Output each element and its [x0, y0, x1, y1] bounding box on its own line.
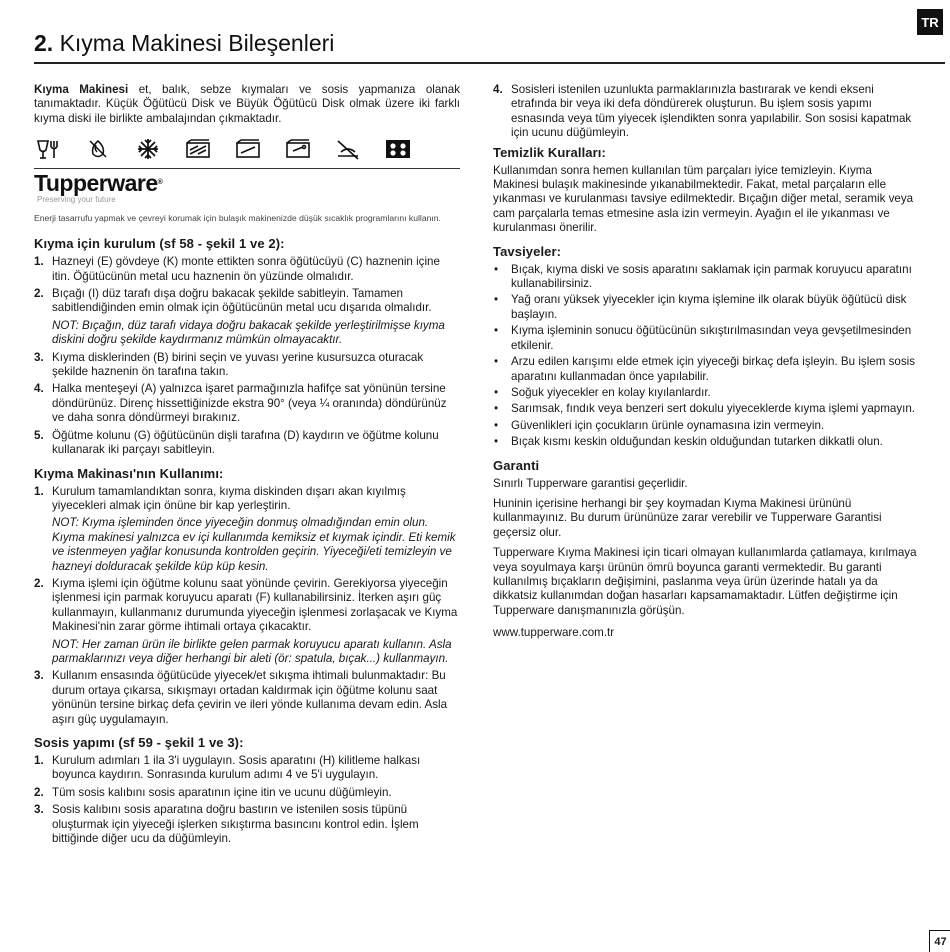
warranty-p2: Huninin içerisine herhangi bir şey koymadan Kıyma Makinesi ürününü kullanmayınız. Bu durum ürününüze zarar verebilir ve Tupperware Garantisi geçersiz olur. [493, 496, 882, 539]
intro-text: et, balık, sebze kıymaları ve sosis yapmanıza olanak tanımaktadır. Küçük Öğütücü Disk ve Büyük Öğütücü Disk olmak üzere iki farklı kıyma diski ile birlikte ambalajından çıkmaktadır. [34, 83, 460, 125]
medium-disk-icon [234, 136, 262, 162]
step-text: Halka menteşeyi (A) yalnızca işaret parmağınızla hafifçe sat yönünün tersine döndürünüz. Direnç hissettiğinizde ekstra 90° (veya ¼ oranında) döndürünüz ve daha sonra döndürmeyi bırakınız. [52, 382, 447, 425]
sausage-steps [34, 754, 460, 846]
list-item [34, 786, 460, 800]
page-number: 47 [929, 930, 950, 952]
setup-steps [34, 255, 460, 457]
freezer-safe-icon [134, 136, 162, 162]
step-number: 3. [34, 669, 44, 683]
step-number: 1. [34, 754, 44, 767]
cleaning-text: Kullanımdan sonra hemen kullanılan tüm parçaları iyice temizleyin. Kıyma Makinesi bulaşık makinesinde yıkanabilmektedir. Fakat, metal parçaların elle yıkanması ve kurulanması tavsiye edilmektedir. Bıçağın diğer metal, seramik veya cam parçalarla temas etmesine asla izin vermeyin. Ayağın el ile yıkanması ve kurulanması önerilir. [493, 163, 914, 235]
intro-paragraph [34, 83, 460, 126]
step-text: Sosis kalıbını sosis aparatına doğru bastırın ve istenilen sosis tüpünü oluşturmak için yiyeceği işlerken sıkıştırma basıncını kontrol edin. İşlem bittiğinde diğer ucu da düğümleyin. [52, 803, 419, 846]
logo-registered-mark: ® [157, 179, 163, 187]
logo-tagline: Preserving your future [37, 195, 116, 205]
sausage-heading: Sosis yapımı (sf 59 - şekil 1 ve 3): [34, 735, 244, 750]
left-column [34, 83, 460, 849]
list-item [34, 255, 460, 284]
section-number: 2. [34, 30, 54, 56]
dishwasher-safe-icon [34, 136, 62, 162]
usage-note-2: NOT: Her zaman ürün ile birlikte gelen parmak koruyucu aparatı kullanın. Asla parmaklarınızı veya diğer herhangi bir aleti (ör: spatula, bıçak...) kullanmayın. [52, 637, 452, 665]
usage-heading: Kıyma Makinası'nın Kullanımı: [34, 465, 224, 481]
cleaning-heading: Temizlik Kuralları: [493, 144, 606, 160]
list-item: • Bıçak kısmı keskin olduğundan keskin olduğundan tutarken dikkatli olun. [493, 435, 917, 449]
step-number: 2. [34, 785, 44, 799]
sausage-steps-continued [493, 83, 917, 141]
list-item [34, 754, 460, 783]
tips-heading: Tavsiyeler: [493, 243, 562, 259]
list-item: • Yağ oranı yüksek yiyecekler için kıyma işlemine ilk olarak büyük öğütücü disk başlayın. [493, 293, 917, 322]
step-number: 4. [34, 382, 44, 396]
step-number: 4. [493, 83, 503, 96]
list-item [34, 485, 460, 574]
step-number: 2. [34, 576, 44, 590]
tupperware-logo [34, 171, 460, 195]
step-text: Sosisleri istenilen uzunlukta parmaklarınızla bastırarak ve kendi ekseni etrafında bir veya iki defa döndürerek oluşturun. Bu işlem sosis yapımı esnasında veya tüm yiyecek işlendikten sonra yapılabilir. Son sosisi kapatmak için ucunu düğümleyin. [511, 83, 912, 140]
step-text: Kurulum tamamlandıktan sonra, kıyma diskinden dışarı akan kıyılmış yiyecekleri almak için önüne bir kap yerleştirin. [52, 484, 406, 512]
step-number: 5. [34, 428, 44, 442]
list-item [34, 577, 460, 666]
step-number: 2. [34, 287, 44, 301]
step-number: 3. [34, 803, 44, 817]
section-title: Kıyma Makinesi Bileşenleri [59, 30, 335, 56]
no-microwave-icon [84, 136, 112, 162]
right-column [493, 83, 917, 647]
setup-heading: Kıyma için kurulum (sf 58 - şekil 1 ve 2): [34, 236, 285, 252]
list-item [34, 351, 460, 380]
warranty-p1: Sınırlı Tupperware garantisi geçerlidir. [493, 476, 688, 490]
step-text: Kurulum adımları 1 ila 3'i uygulayın. Sosis aparatını (H) kilitleme halkası boyunca kaydırın. Sonrasında kurulum adımı 4 ve 5'i uygulayın. [52, 754, 421, 782]
intro-product-name: Kıyma Makinesi [34, 83, 129, 96]
list-item [34, 803, 460, 846]
list-item: • Soğuk yiyecekler en kolay kıyılanlardır. [493, 386, 917, 400]
warranty-p3: Tupperware Kıyma Makinesi için ticari olmayan kullanımlarda çatlamaya, kırılmaya veya soyulmaya karşı ürünün ömrü boyunca garanti vermektedir. Bu garanti kullanılmış bıçakların değişimini, paslanma veya ürün üzerinde hatalı ya da dikkatsiz kullanımdan doğan hasarları kapsamamaktadır. Lütfen değiştirme için Tupperware danışmanınızla görüşün. [493, 546, 917, 617]
list-item [34, 382, 460, 425]
step-text: Kıyma işlemi için öğütme kolunu saat yönünde çevirin. Gerekiyorsa yiyeceğin işlenmesi için parmak koruyucu aparatı (F) kullanabilirsiniz. İterken aşırı güç kullanmayın, kullanmanız durumunda yiyeceğin işlenmesi zorlaşacak ve Kıyma Makinesi'nin zarar görme ihtimali ortaya çıkacaktır. [52, 576, 458, 634]
usage-steps [34, 485, 460, 728]
warranty-heading: Garanti [493, 457, 540, 473]
setup-note: NOT: Bıçağın, düz tarafı vidaya doğru bakacak şekilde yerleştirilmişse kıyma diskini doğru şekilde kaydırmanız mümkün olmayacaktır. [52, 318, 445, 347]
list-item [34, 287, 460, 348]
eco-note: Enerji tasarrufu yapmak ve çevreyi korumak için bulaşık makinenizde düşük sıcaklık programlarını kullanın. [34, 213, 441, 224]
list-item: • Güvenlikleri için çocukların ürünle oynamasına izin vermeyin. [493, 419, 917, 433]
small-disk-icon [184, 136, 212, 162]
step-text: Kıyma disklerinden (B) birini seçin ve yuvası yerine kusursuzca oturacak şekilde haznenin ön tarafına takın. [52, 350, 424, 379]
step-text: Hazneyi (E) gövdeye (K) monte ettikten sonra öğütücüyü (C) haznenin içine itin. Öğütücünün metal ucu haznenin ön yüzünde olmalıdır. [52, 255, 440, 283]
step-number: 3. [34, 350, 44, 364]
list-item [34, 429, 460, 458]
list-item: • Bıçak, kıyma diski ve sosis aparatını saklamak için parmak koruyucu aparatını kullanabilirsiniz. [493, 263, 917, 292]
usage-note-1: NOT: Kıyma işleminden önce yiyeceğin donmuş olmadığından emin olun. Kıyma makinesi yalnızca ev içi kullanımda kemiksiz et kıymak içindir. Eti kemik ve istenmeyen yağlar konusunda kontrolden geçirin. Yiyeceği/eti temizleyin ve hazneyi dolduracak şekilde küp küp kesin. [52, 516, 456, 573]
care-icons-row [34, 136, 412, 162]
step-number: 1. [34, 255, 44, 269]
step-text: Tüm sosis kalıbını sosis aparatının içine itin ve ucunu düğümleyin. [52, 785, 392, 799]
no-oven-icon [334, 136, 362, 162]
list-item [493, 83, 917, 141]
tips-list [493, 263, 917, 450]
list-item [34, 669, 460, 727]
logo-wordmark: Tupperware [34, 170, 158, 197]
title-rule [34, 62, 945, 64]
step-text: Öğütme kolunu (G) öğütücünün dişli tarafına (D) kaydırın ve öğütme kolunu kullanarak iki parçayı sabitleyin. [52, 428, 439, 457]
list-item: • Kıyma işleminin sonucu öğütücünün sıkıştırılmasından veya gevşetilmesinden etkilenir. [493, 324, 917, 353]
stovetop-icon [384, 136, 412, 162]
brand-divider [34, 168, 460, 169]
step-text: Kullanım ensasında öğütücüde yiyecek/et sıkışma ihtimali bulunmaktadır: Bu durum ortaya çıkarsa, sıkışmayı ortadan kaldırmak için öğütme kolunu saat yönünün tersine birkaç defa çevirin ve ileri yönde kullanıma devam edin. Asla aşırı güç uygulamayın. [52, 669, 448, 726]
list-item: • Sarımsak, fındık veya benzeri sert dokulu yiyeceklerde kıyma işlemi yapmayın. [493, 402, 917, 416]
language-badge: TR [917, 9, 943, 35]
step-text: Bıçağı (I) düz tarafı dışa doğru bakacak şekilde sabitleyin. Tamamen sabitlendiğinden emin olmak için öğütücünün metal ucu dışarıda olmalıdır. [52, 287, 432, 315]
large-disk-icon [284, 136, 312, 162]
page-title [34, 30, 334, 57]
website-link[interactable]: www.tupperware.com.tr [493, 626, 615, 640]
step-number: 1. [34, 484, 44, 498]
list-item: • Arzu edilen karışımı elde etmek için yiyeceği birkaç defa işleyin. Bu işlem sosis aparatını kullanmadan önce yapılabilir. [493, 355, 917, 384]
